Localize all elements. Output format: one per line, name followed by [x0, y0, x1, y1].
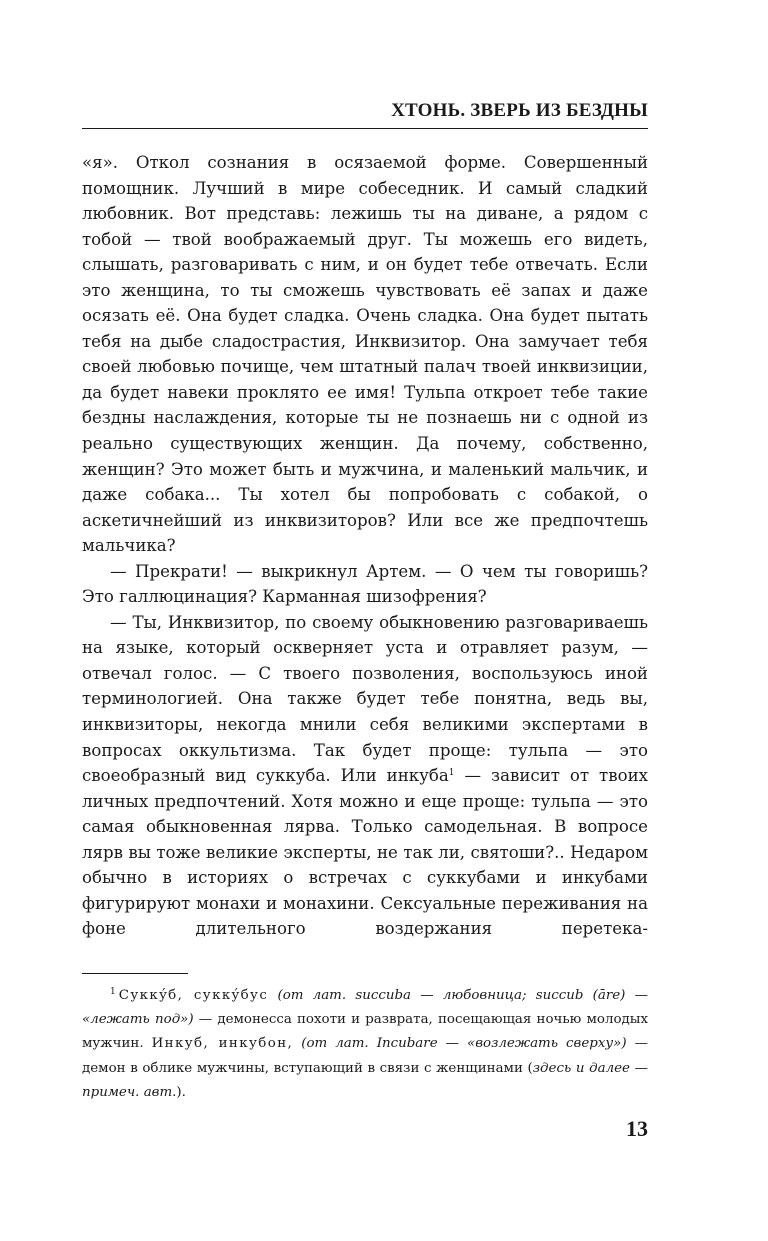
footnote-end: ). — [176, 1084, 186, 1100]
footnote-reference[interactable]: 1 — [448, 768, 455, 779]
footnote-etymology-succubus: (от лат. succuba — любовница; succub (āre) — «лежать под») — [82, 988, 648, 1028]
paragraph-2: — Прекрати! — выкрикнул Артем. — О чем ты говоришь? Это галлюцинация? Карманная шизофрения? — [82, 561, 648, 607]
footnote-definition-succubus: — демонесса похоти и разврата, посещающая ночью молодых мужчин. — [82, 1012, 648, 1052]
footnote-author-note: здесь и далее — примеч. авт. — [82, 1060, 648, 1100]
footnote-rule — [82, 973, 188, 974]
main-text — [82, 150, 648, 942]
footnote — [82, 984, 648, 1105]
page-number: 13 — [626, 1116, 648, 1141]
footnote-mark: 1 — [110, 987, 116, 997]
paragraph-3-text-a: — Ты, Инквизитор, по своему обыкновению разговариваешь на языке, который оскверняет уста и отравляет разум, — отвечал голос. — С твоего позволения, воспользуюсь иной терминологией. Она также будет тебе понятна, ведь вы, инквизиторы, некогда мнили себя великими экспертами в вопросах оккультизма. Так будет проще: тульпа — это своеобразный вид суккуба. Или инкуба — [82, 612, 648, 786]
paragraph-3-text-b: — зависит от твоих личных предпочтений. Хотя можно и еще проще: тульпа — это самая обыкновенная лярва. Только самодельная. В вопросе лярв вы тоже великие эксперты, не так ли, святоши?.. Недаром обычно в историях о встречах с суккубами и инкубами фигурируют монахи и монахини. Сексуальные переживания на фоне длительного воздержания перетека- — [82, 766, 648, 939]
header-rule — [82, 128, 648, 129]
running-head: ХТОНЬ. ЗВЕРЬ ИЗ БЕЗДНЫ — [391, 100, 648, 121]
footnote-term-succubus: Суккýб, суккýбус — [118, 988, 269, 1003]
footnote-etymology-incubus: (от лат. Incubare — «возлежать сверху») — [301, 1036, 627, 1052]
footnote-term-incubus: Инкуб, инкубон, — [151, 1036, 294, 1052]
paragraph-1: «я». Откол сознания в осязаемой форме. Совершенный помощник. Лучший в мире собеседник. И самый сладкий любовник. Вот представь: лежишь ты на диване, а рядом с тобой — твой воображаемый друг. Ты можешь его видеть, слышать, разговаривать с ним, и он будет тебе отвечать. Если это женщина, то ты сможешь чувствовать её запах и даже осязать её. Она будет сладка. Очень сладка. Она будет пытать тебя на дыбе сладострастия, Инквизитор. Она замучает тебя своей любовью почище, чем штатный палач твоей инквизиции, да будет навеки проклято ее имя! Тульпа откроет тебе такие бездны наслаждения, которые ты не познаешь ни с одной из реально существующих женщин. Да почему, собственно, женщин? Это может быть и мужчина, и маленький мальчик, и даже собака... Ты хотел бы попробовать с собакой, о аскетичнейший из инквизиторов? Или все же предпочтешь мальчика? — [82, 153, 648, 556]
footnote-definition-incubus: — демон в облике мужчины, вступающий в связи с женщинами ( — [82, 1036, 649, 1076]
paragraph-3 — [82, 610, 648, 942]
